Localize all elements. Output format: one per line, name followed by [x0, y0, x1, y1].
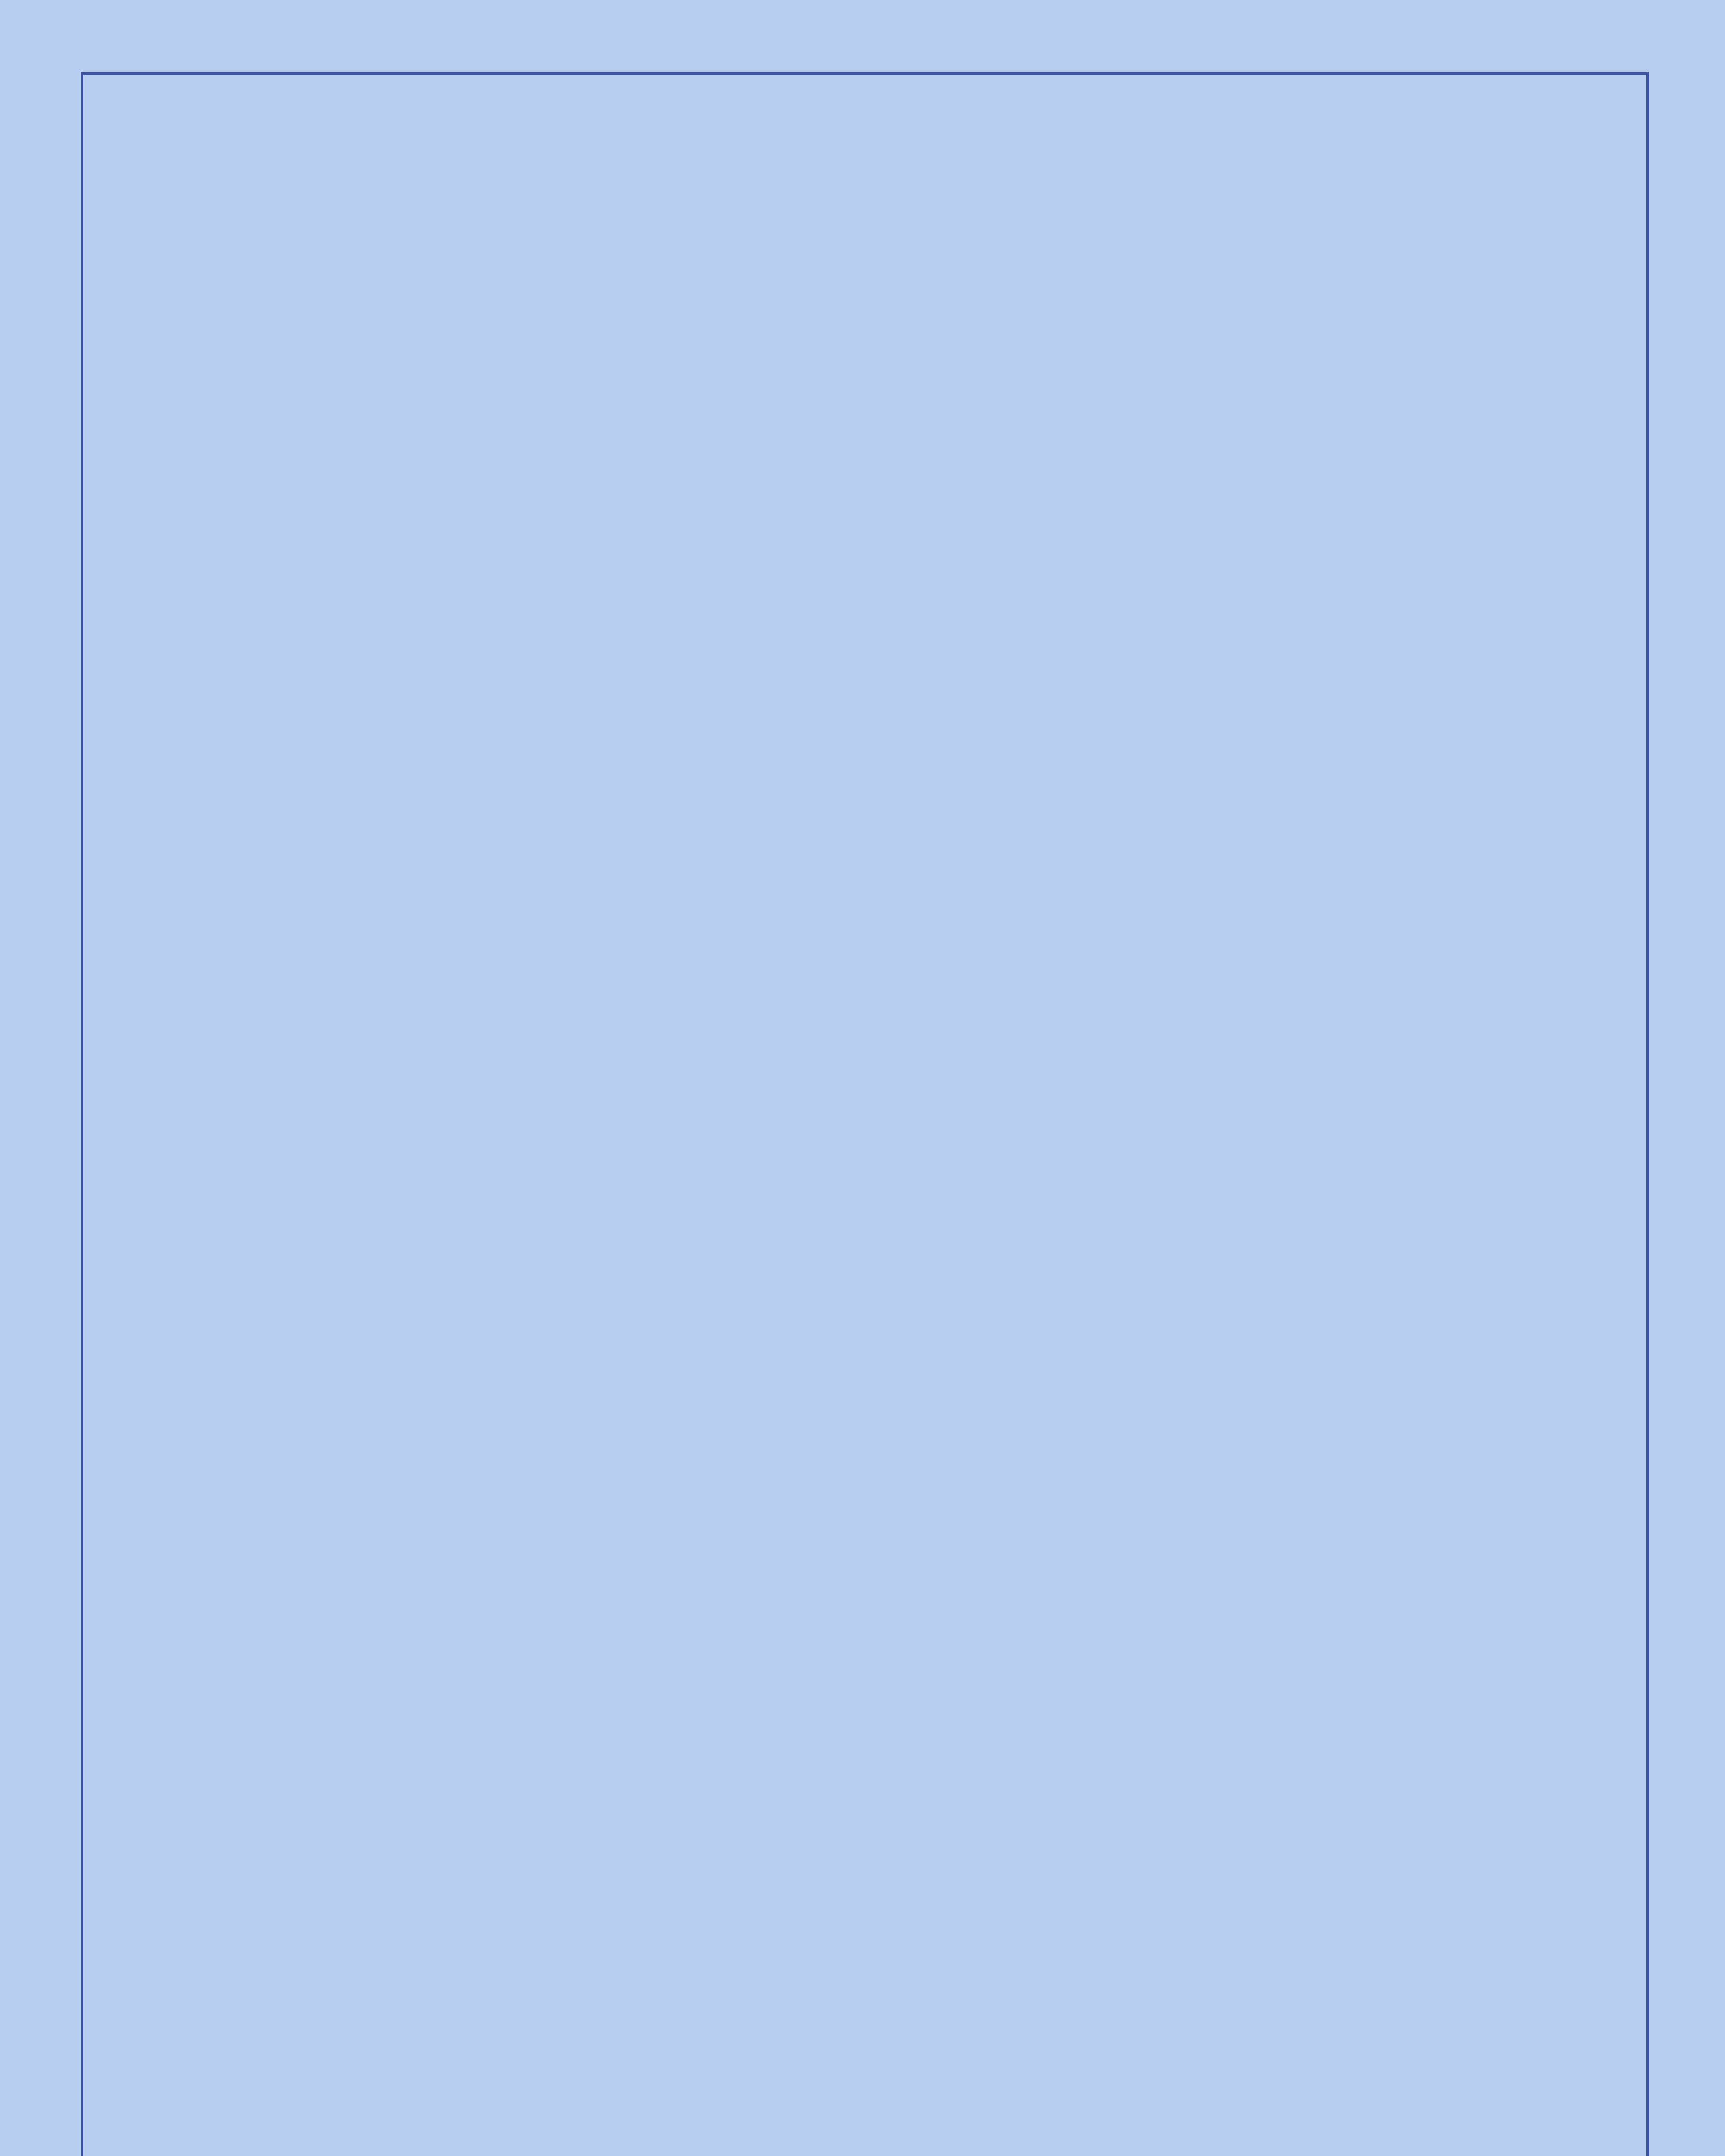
sheet-border: [82, 73, 1647, 2156]
